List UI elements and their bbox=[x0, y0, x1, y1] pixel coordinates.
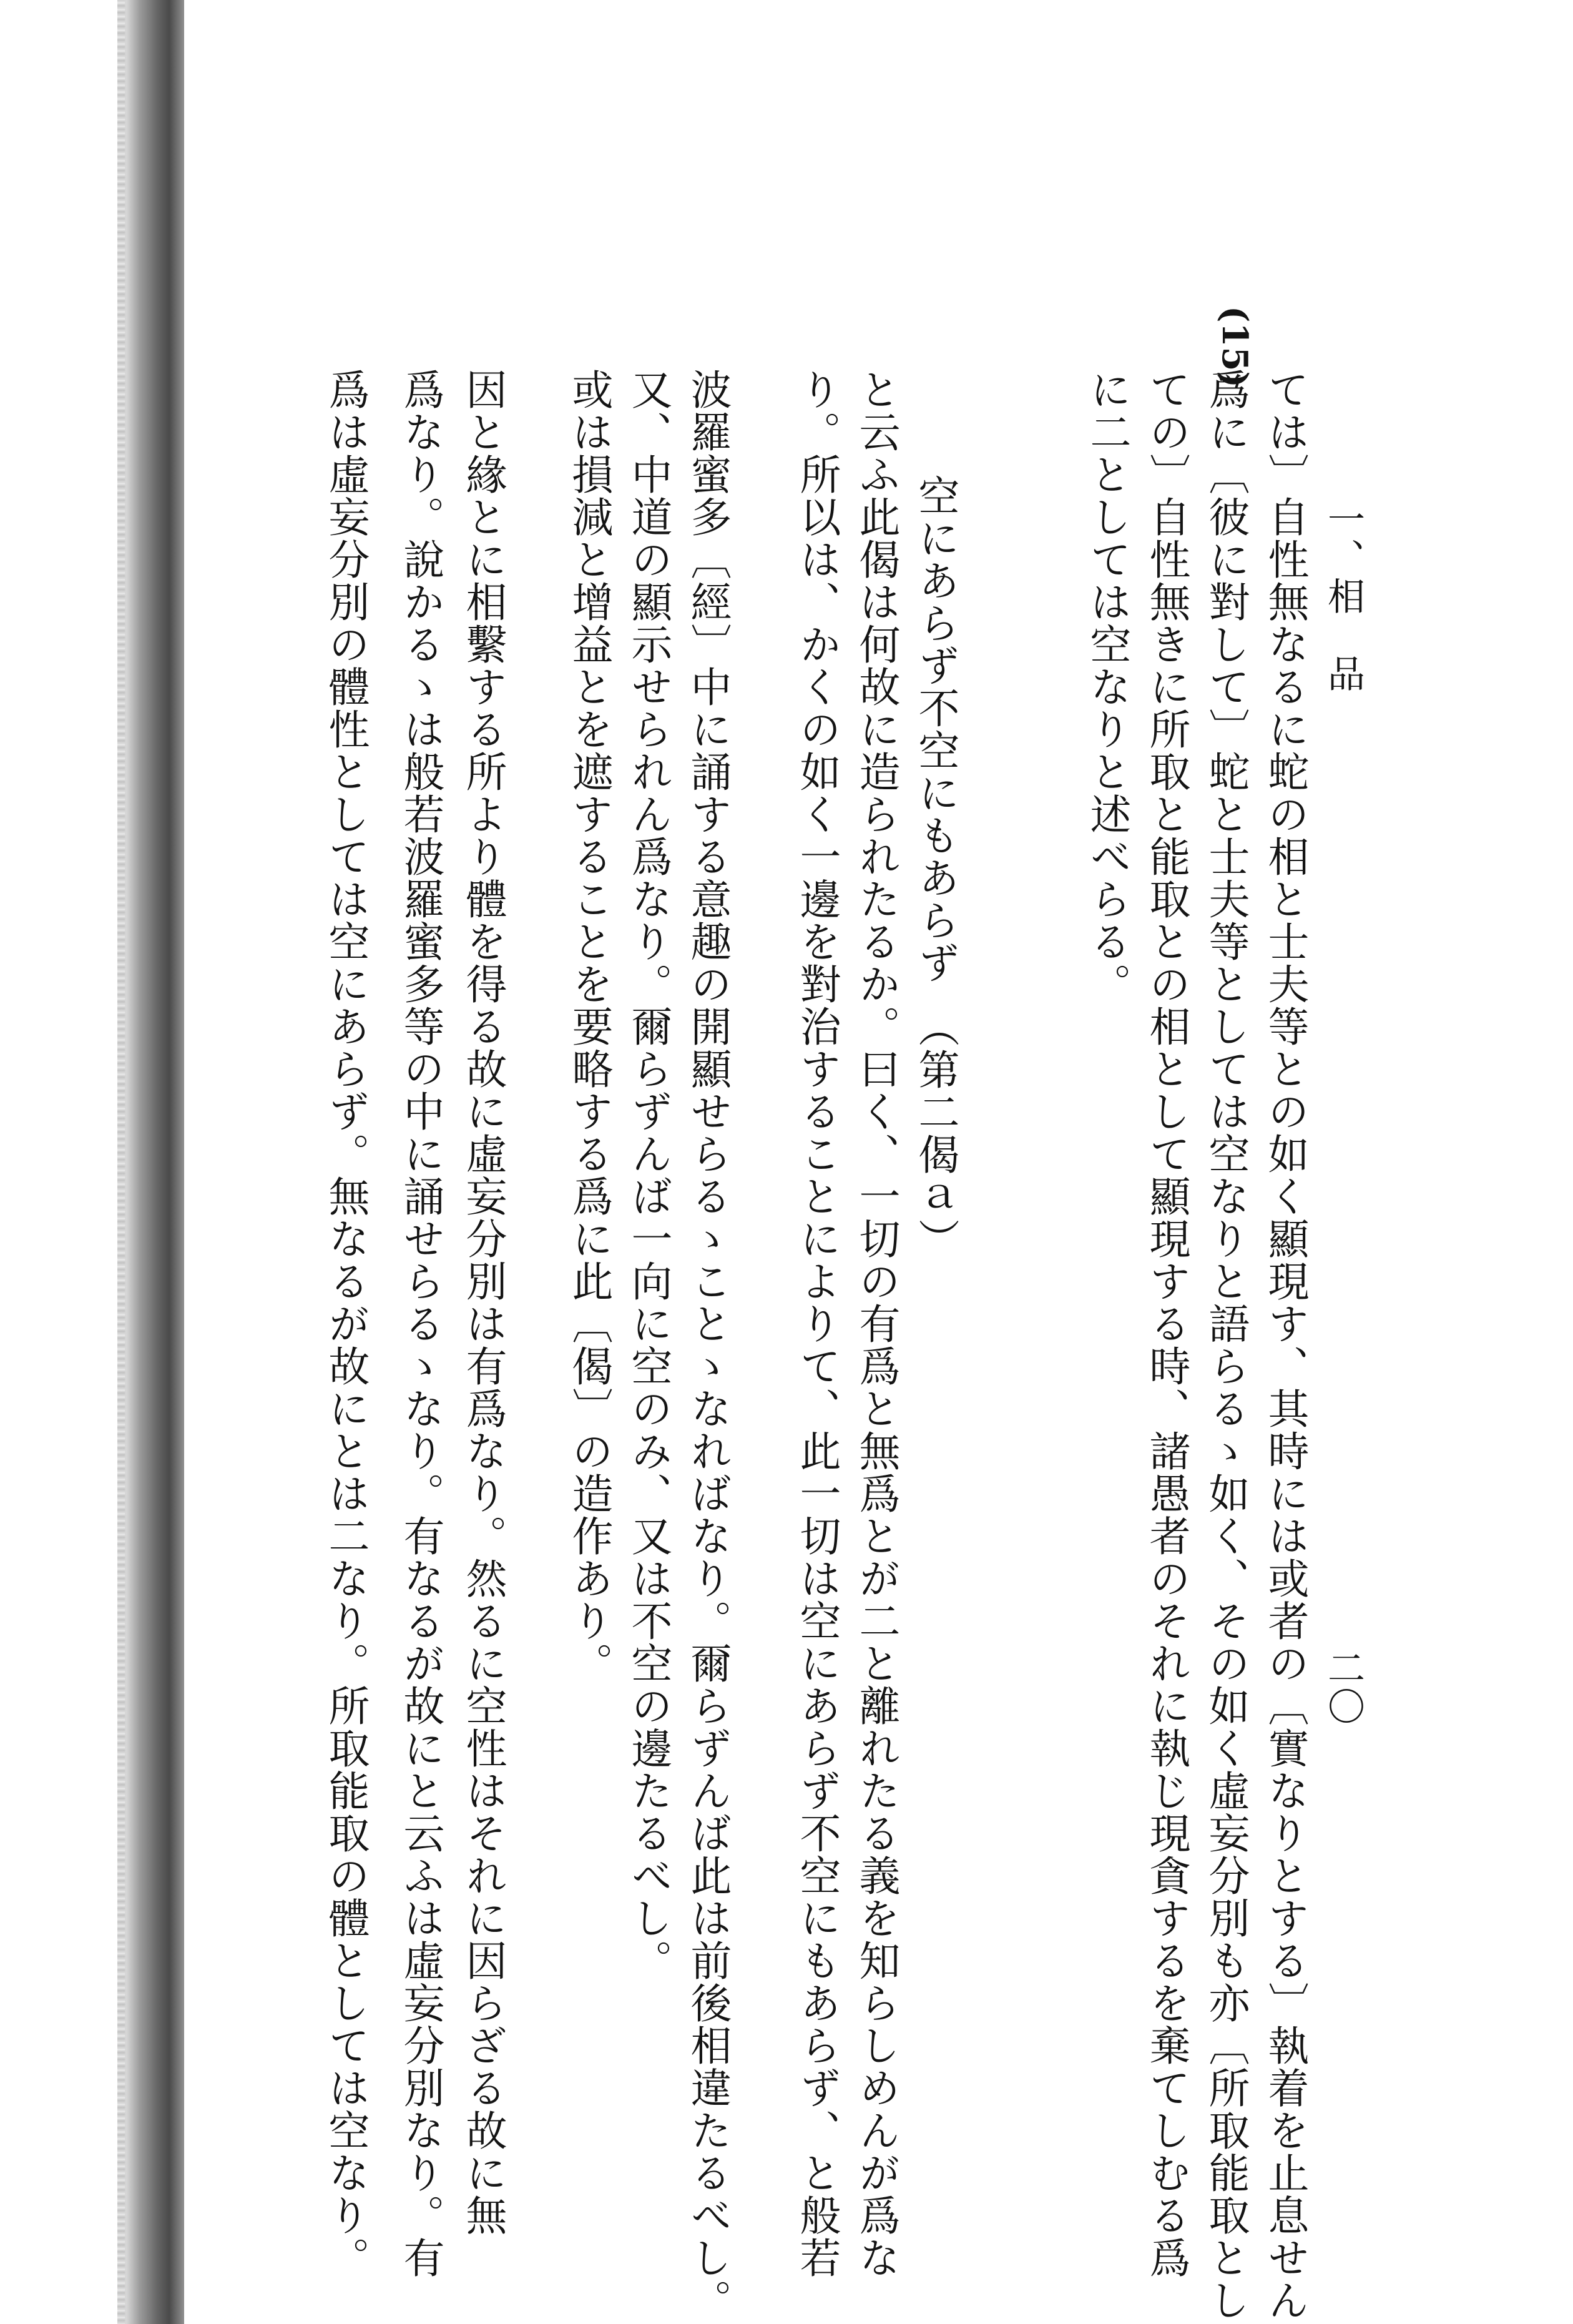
text-column-5: と云ふ此偈は何故に造られたるか。曰く、一切の有爲と無爲とが二と離れたる義を知らしめんが爲な bbox=[852, 368, 900, 2279]
text-column-2: 爲に〔彼に對して〕蛇と士夫等としては空なりと語らるゝ如く、その如く虛妄分別も亦〔所取能取とし bbox=[1202, 368, 1250, 2322]
book-binding-shadow bbox=[125, 0, 184, 2324]
running-title: 一、相 品 bbox=[1321, 500, 1365, 693]
text-column-4: に二としては空なりと述べらる。 bbox=[1083, 368, 1131, 1005]
verse-heading: 空にあらず不空にもあらず （第二偈ａ） bbox=[911, 475, 959, 1261]
text-column-6: り。所以は、かくの如く一邊を對治することによりて、此一切は空にあらず不空にもあらず、と般若 bbox=[793, 368, 841, 2279]
text-column-8: 又、中道の顯示せられん爲なり。爾らずんば一向に空のみ、又は不空の邊たるべし。 bbox=[624, 368, 672, 1982]
text-column-1: ては〕自性無なるに蛇の相と士夫等との如く顯現す、其時には或者の〔實なりとする〕執着を止息せん bbox=[1261, 368, 1309, 2322]
text-column-7: 波羅蜜多〔經〕中に誦する意趣の開顯せらるゝことゝなればなり。爾らずんば此は前後相違たるべし。 bbox=[684, 368, 732, 2322]
text-column-3: ての〕自性無きに所取と能取との相として顯現する時、諸愚者のそれに執じ現貪するを棄てしむる爲 bbox=[1142, 368, 1190, 2279]
text-column-12: 爲は虛妄分別の體性としては空にあらず。無なるが故にとは二なり。所取能取の體としては空なり。 bbox=[321, 368, 370, 2279]
text-column-10: 因と緣とに相繫する所より體を得る故に虛妄分別は有爲なり。然るに空性はそれに因らざる故に無 bbox=[459, 368, 507, 2237]
page-number: 二〇 bbox=[1321, 1648, 1365, 1726]
text-column-11: 爲なり。說かるゝは般若波羅蜜多等の中に誦せらるゝなり。有なるが故にと云ふは虛妄分別なり。有 bbox=[396, 368, 444, 2279]
marginal-number: (15) bbox=[1214, 306, 1255, 388]
text-column-9: 或は損減と增益とを遮することを要略する爲に此〔偈〕の造作あり。 bbox=[565, 368, 613, 1685]
